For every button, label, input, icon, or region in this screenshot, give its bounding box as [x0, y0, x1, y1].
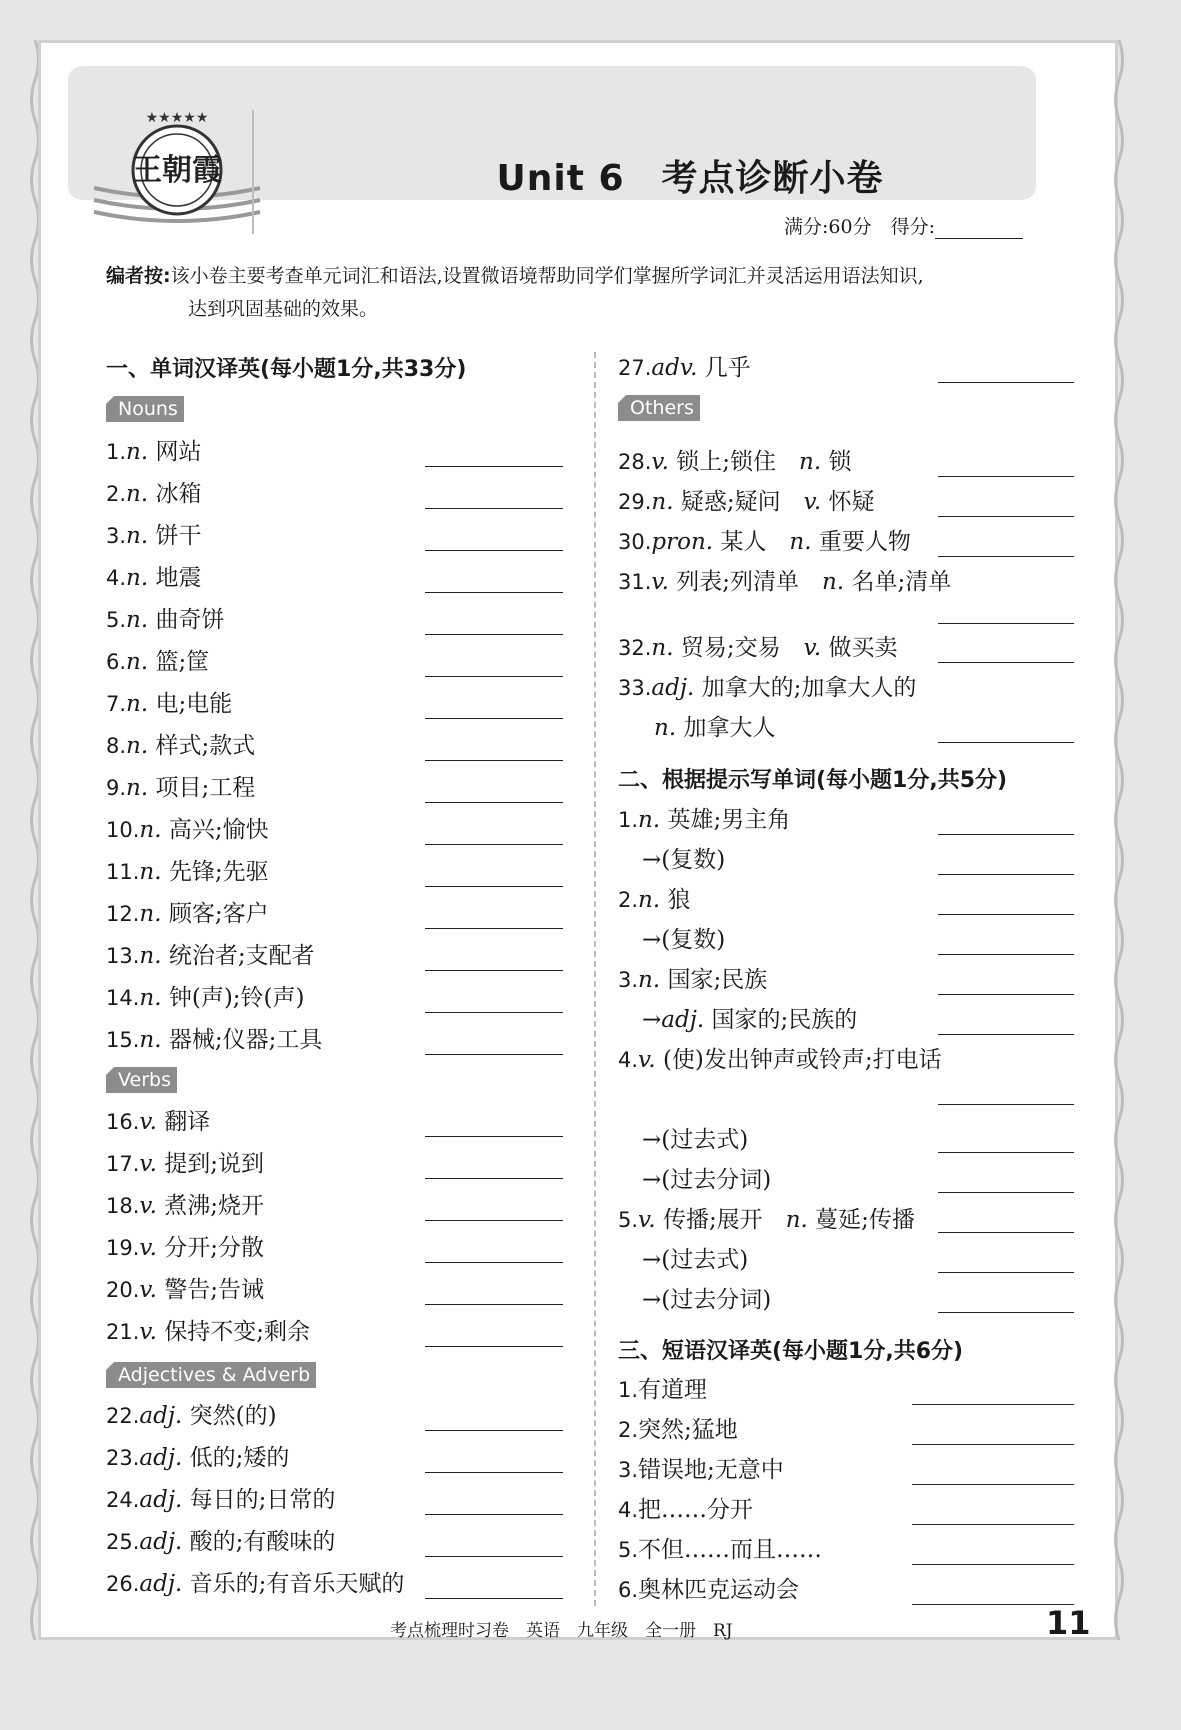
item-text: 做买卖	[828, 635, 898, 661]
part-of-speech: n.	[126, 523, 149, 549]
item-text: 怀疑	[828, 489, 875, 515]
item-number: 29.	[618, 490, 652, 514]
part-of-speech: n.	[822, 569, 845, 595]
column-separator	[594, 352, 596, 1606]
part-of-speech: n.	[126, 691, 149, 717]
item-text: 名单;清单	[851, 569, 952, 595]
answer-blank[interactable]	[425, 1054, 563, 1055]
answer-blank[interactable]	[425, 1136, 563, 1137]
vocab-row	[106, 1106, 210, 1138]
part-of-speech: n.	[139, 985, 162, 1011]
part-of-speech: v.	[803, 489, 822, 515]
item-text: 国家的;民族的	[711, 1007, 858, 1033]
answer-blank[interactable]	[425, 1514, 563, 1515]
vocab-row	[618, 446, 851, 478]
part-of-speech: n.	[126, 439, 149, 465]
item-text: 顾客;客户	[168, 901, 269, 927]
vocab-row	[106, 772, 255, 804]
item-text: 饼干	[155, 523, 202, 549]
item-number: 19.	[106, 1236, 140, 1260]
part-of-speech: v.	[651, 569, 669, 595]
part-of-speech: pron.	[651, 529, 714, 555]
answer-blank[interactable]	[938, 914, 1074, 915]
vocab-row	[106, 814, 269, 846]
answer-blank[interactable]	[425, 802, 563, 803]
item-text: 疑惑;疑问	[680, 489, 804, 515]
phrase-row	[618, 1494, 753, 1526]
item-number: 5.	[106, 608, 127, 632]
page-number: 11	[1046, 1604, 1091, 1642]
hint-row	[642, 924, 725, 956]
answer-blank[interactable]	[425, 1304, 563, 1305]
item-number: 4.	[106, 566, 127, 590]
item-number: 3.	[618, 968, 639, 992]
vocab-row	[106, 1316, 310, 1348]
item-text: 器械;仪器;工具	[168, 1027, 323, 1053]
part-of-speech: n.	[638, 967, 661, 993]
editor-note-line1: 该小卷主要考查单元词汇和语法,设置微语境帮助同学们掌握所学词汇并灵活运用语法知识,	[170, 265, 924, 287]
vocab-row	[618, 526, 911, 558]
part-of-speech: n.	[139, 943, 162, 969]
part-of-speech: adv.	[651, 355, 698, 381]
item-text: 把……分开	[638, 1497, 754, 1523]
answer-blank[interactable]	[425, 466, 563, 467]
item-text: 加拿大的;加拿大人的	[701, 675, 917, 701]
part-of-speech: adj.	[139, 1487, 183, 1513]
editor-note	[106, 260, 1076, 326]
item-number: 9.	[106, 776, 127, 800]
part-of-speech: adj.	[139, 1571, 183, 1597]
item-text: 高兴;愉快	[168, 817, 269, 843]
item-text: 加拿大人	[683, 715, 776, 741]
item-text: 某人	[720, 529, 790, 555]
hint-row	[618, 804, 790, 836]
phrase-row	[618, 1374, 707, 1406]
item-text: 锁上;锁住	[676, 449, 800, 475]
vocab-row	[106, 1400, 277, 1432]
part-of-speech: adj.	[139, 1445, 183, 1471]
answer-blank[interactable]	[425, 1556, 563, 1557]
item-text: 提到;说到	[164, 1151, 265, 1177]
answer-blank[interactable]	[938, 1232, 1074, 1233]
item-number: 4.	[618, 1048, 639, 1072]
vocab-row	[618, 632, 897, 664]
vocab-row	[618, 672, 916, 704]
part-of-speech: n.	[126, 481, 149, 507]
hint-row	[642, 1004, 857, 1036]
item-text: 样式;款式	[155, 733, 256, 759]
vocab-row	[106, 1526, 335, 1558]
item-number: 15.	[106, 1028, 140, 1052]
item-number: 14.	[106, 986, 140, 1010]
answer-blank[interactable]	[425, 928, 563, 929]
part-of-speech: v.	[139, 1319, 157, 1345]
hint-row	[618, 884, 690, 916]
item-text: →(过去分词)	[642, 1287, 772, 1313]
section1-title: 一、单词汉译英(每小题1分,共33分)	[106, 357, 467, 382]
item-text: 冰箱	[155, 481, 202, 507]
part-of-speech: n.	[126, 607, 149, 633]
item-number: 24.	[106, 1488, 140, 1512]
hint-row	[642, 1124, 748, 1156]
item-text: 先锋;先驱	[168, 859, 269, 885]
part-of-speech: n.	[638, 807, 661, 833]
part-of-speech: n.	[139, 859, 162, 885]
part-of-speech: n.	[126, 775, 149, 801]
item-number: 33.	[618, 676, 652, 700]
item-number: 1.	[618, 808, 639, 832]
hint-row	[618, 1204, 915, 1236]
tag-others: Others	[618, 395, 700, 421]
answer-blank[interactable]	[425, 1220, 563, 1221]
vocab-row-continued	[654, 712, 775, 744]
svg-text:王朝霞: 王朝霞	[132, 153, 222, 188]
item-number: 28.	[618, 450, 652, 474]
item-text: 低的;矮的	[189, 1445, 290, 1471]
item-number: 2.	[618, 1418, 639, 1442]
vocab-row	[106, 1442, 289, 1474]
item-text: 锁	[828, 449, 852, 475]
item-text: 网站	[155, 439, 202, 465]
answer-blank[interactable]	[938, 662, 1074, 663]
answer-blank[interactable]	[425, 886, 563, 887]
vocab-row	[106, 1274, 264, 1306]
part-of-speech: n.	[785, 1207, 808, 1233]
item-text: 列表;列清单	[676, 569, 823, 595]
answer-blank[interactable]	[938, 1272, 1074, 1273]
item-text: 几乎	[704, 355, 751, 381]
item-text: 突然(的)	[189, 1403, 277, 1429]
part-of-speech: n.	[651, 489, 674, 515]
hint-row	[618, 964, 767, 996]
tag-adjectives-adverb: Adjectives & Adverb	[106, 1362, 316, 1388]
tag-nouns: Nouns	[106, 396, 184, 422]
answer-blank[interactable]	[425, 1262, 563, 1263]
part-of-speech: adj.	[139, 1403, 183, 1429]
item-number: 6.	[106, 650, 127, 674]
answer-blank[interactable]	[425, 634, 563, 635]
item-text: 蔓延;传播	[815, 1207, 915, 1233]
answer-blank[interactable]	[938, 742, 1074, 743]
part-of-speech: n.	[139, 817, 162, 843]
item-number: 1.	[618, 1378, 639, 1402]
item-number: 21.	[106, 1320, 140, 1344]
answer-blank[interactable]	[425, 1598, 563, 1599]
section3-title: 三、短语汉译英(每小题1分,共6分)	[618, 1339, 964, 1364]
answer-blank[interactable]	[425, 1346, 563, 1347]
part-of-speech: v.	[139, 1235, 157, 1261]
item-number: 32.	[618, 636, 652, 660]
item-text: 分开;分散	[164, 1235, 265, 1261]
item-number: 23.	[106, 1446, 140, 1470]
hint-row	[642, 1164, 771, 1196]
answer-blank[interactable]	[912, 1524, 1074, 1525]
vocab-row	[618, 352, 751, 384]
part-of-speech: n.	[126, 733, 149, 759]
item-text: 突然;猛地	[638, 1417, 738, 1443]
answer-blank[interactable]	[425, 1178, 563, 1179]
item-number: 1.	[106, 440, 127, 464]
answer-blank[interactable]	[912, 1484, 1074, 1485]
answer-blank[interactable]	[425, 550, 563, 551]
vocab-row	[106, 604, 224, 636]
item-text: 统治者;支配者	[168, 943, 315, 969]
item-text: →(复数)	[642, 927, 726, 953]
item-text: →(过去分词)	[642, 1167, 772, 1193]
part-of-speech: adj.	[651, 675, 695, 701]
item-number: 5.	[618, 1208, 639, 1232]
answer-blank[interactable]	[425, 1430, 563, 1431]
item-text: 不但……而且……	[638, 1537, 823, 1563]
item-number: 2.	[106, 482, 127, 506]
item-text: 篮;筐	[155, 649, 210, 675]
item-number: 4.	[618, 1498, 639, 1522]
item-number: 11.	[106, 860, 140, 884]
answer-blank[interactable]	[425, 718, 563, 719]
hint-row	[642, 1244, 748, 1276]
score-label: 满分:60分 得分:	[784, 216, 935, 238]
item-text: 错误地;无意中	[638, 1457, 784, 1483]
answer-blank[interactable]	[938, 1312, 1074, 1313]
item-text: 有道理	[638, 1377, 708, 1403]
answer-blank[interactable]	[938, 382, 1074, 383]
part-of-speech: adj.	[139, 1529, 183, 1555]
page-border-wave-right	[1112, 40, 1126, 1640]
vocab-row	[106, 940, 315, 972]
item-number: 26.	[106, 1572, 140, 1596]
item-text: 煮沸;烧开	[164, 1193, 265, 1219]
item-text: 重要人物	[818, 529, 911, 555]
answer-blank[interactable]	[938, 556, 1074, 557]
vocab-row	[106, 730, 255, 762]
item-text: 翻译	[164, 1109, 211, 1135]
item-number: 2.	[618, 888, 639, 912]
hint-row	[642, 1284, 771, 1316]
vocab-row	[106, 1568, 404, 1600]
part-of-speech: v.	[638, 1047, 656, 1073]
part-of-speech: v.	[638, 1207, 656, 1233]
phrase-row	[618, 1574, 799, 1606]
item-text: →(过去式)	[642, 1247, 749, 1273]
answer-blank[interactable]	[425, 508, 563, 509]
svg-text:★★★★★: ★★★★★	[145, 110, 209, 126]
item-number: 3.	[618, 1458, 639, 1482]
vocab-row	[106, 1148, 264, 1180]
item-text: 奥林匹克运动会	[638, 1577, 800, 1603]
part-of-speech: n.	[789, 529, 812, 555]
part-of-speech: v.	[139, 1193, 157, 1219]
item-number: 22.	[106, 1404, 140, 1428]
phrase-row	[618, 1414, 738, 1446]
item-text: (使)发出钟声或铃声;打电话	[662, 1047, 942, 1073]
item-number: 12.	[106, 902, 140, 926]
answer-blank[interactable]	[425, 1012, 563, 1013]
item-text: 曲奇饼	[155, 607, 225, 633]
answer-blank[interactable]	[938, 834, 1074, 835]
item-number: 8.	[106, 734, 127, 758]
item-text: 每日的;日常的	[189, 1487, 336, 1513]
item-text: 保持不变;剩余	[164, 1319, 311, 1345]
vocab-row	[106, 436, 201, 468]
item-text: 钟(声);铃(声)	[168, 985, 305, 1011]
answer-blank[interactable]	[912, 1444, 1074, 1445]
part-of-speech: n.	[651, 635, 674, 661]
item-text: 项目;工程	[155, 775, 256, 801]
item-text: →(过去式)	[642, 1127, 749, 1153]
vocab-row	[106, 688, 232, 720]
answer-blank[interactable]	[938, 623, 1074, 624]
answer-blank[interactable]	[938, 516, 1074, 517]
hint-row	[618, 1044, 942, 1076]
answer-blank[interactable]	[425, 1472, 563, 1473]
answer-blank[interactable]	[425, 844, 563, 845]
publisher-seal-logo	[92, 110, 262, 230]
item-number: 7.	[106, 692, 127, 716]
footer-text: 考点梳理时习卷 英语 九年级 全一册 RJ	[390, 1621, 733, 1641]
answer-blank[interactable]	[912, 1564, 1074, 1565]
vocab-row	[106, 1190, 264, 1222]
item-number: 17.	[106, 1152, 140, 1176]
vocab-row	[106, 982, 305, 1014]
vocab-row	[106, 478, 201, 510]
answer-blank[interactable]	[938, 1152, 1074, 1153]
answer-blank[interactable]	[425, 970, 563, 971]
item-text: 音乐的;有音乐天赋的	[189, 1571, 405, 1597]
item-text: 地震	[155, 565, 202, 591]
part-of-speech: v.	[139, 1151, 157, 1177]
item-text: 英雄;男主角	[667, 807, 791, 833]
part-of-speech: →adj.	[642, 1007, 705, 1033]
item-text: 贸易;交易	[680, 635, 804, 661]
item-number: 16.	[106, 1110, 140, 1134]
vocab-row	[106, 1484, 335, 1516]
part-of-speech: n.	[126, 649, 149, 675]
item-number: 3.	[106, 524, 127, 548]
item-text: →(复数)	[642, 847, 726, 873]
hint-row	[642, 844, 725, 876]
editor-note-line2: 达到巩固基础的效果。	[188, 298, 379, 320]
vocab-row	[106, 520, 201, 552]
part-of-speech: n.	[654, 715, 677, 741]
vocab-row	[618, 566, 951, 598]
tag-verbs: Verbs	[106, 1067, 177, 1093]
item-number: 10.	[106, 818, 140, 842]
vocab-row	[106, 1024, 322, 1056]
answer-blank[interactable]	[425, 592, 563, 593]
item-text: 传播;展开	[662, 1207, 786, 1233]
part-of-speech: v.	[139, 1109, 157, 1135]
item-number: 18.	[106, 1194, 140, 1218]
part-of-speech: n.	[638, 887, 661, 913]
part-of-speech: v.	[139, 1277, 157, 1303]
answer-blank[interactable]	[938, 476, 1074, 477]
item-number: 5.	[618, 1538, 639, 1562]
item-number: 30.	[618, 530, 652, 554]
item-number: 13.	[106, 944, 140, 968]
answer-blank[interactable]	[425, 760, 563, 761]
phrase-row	[618, 1534, 822, 1566]
item-number: 25.	[106, 1530, 140, 1554]
answer-blank[interactable]	[938, 1192, 1074, 1193]
part-of-speech: n.	[126, 565, 149, 591]
vocab-row	[106, 856, 269, 888]
vocab-row	[106, 562, 201, 594]
vocab-row	[106, 646, 209, 678]
vocab-row	[106, 1232, 264, 1264]
page-title: Unit 6 考点诊断小卷	[496, 158, 884, 199]
answer-blank[interactable]	[938, 994, 1074, 995]
item-number: 6.	[618, 1578, 639, 1602]
item-text: 电;电能	[155, 691, 233, 717]
item-text: 国家;民族	[667, 967, 768, 993]
answer-blank[interactable]	[938, 1104, 1074, 1105]
item-number: 20.	[106, 1278, 140, 1302]
score-blank[interactable]	[935, 220, 1023, 239]
item-text: 警告;告诫	[164, 1277, 265, 1303]
answer-blank[interactable]	[938, 1034, 1074, 1035]
item-number: 31.	[618, 570, 652, 594]
part-of-speech: n.	[799, 449, 822, 475]
score-field	[784, 212, 1023, 239]
part-of-speech: v.	[651, 449, 669, 475]
vocab-row	[106, 898, 269, 930]
section2-title: 二、根据提示写单词(每小题1分,共5分)	[618, 768, 1008, 793]
item-text: 酸的;有酸味的	[189, 1529, 336, 1555]
item-number: 27.	[618, 356, 652, 380]
part-of-speech: v.	[803, 635, 822, 661]
part-of-speech: n.	[139, 1027, 162, 1053]
answer-blank[interactable]	[938, 954, 1074, 955]
part-of-speech: n.	[139, 901, 162, 927]
answer-blank[interactable]	[425, 676, 563, 677]
phrase-row	[618, 1454, 784, 1486]
answer-blank[interactable]	[938, 874, 1074, 875]
editor-note-label: 编者按:	[106, 265, 171, 287]
answer-blank[interactable]	[912, 1404, 1074, 1405]
item-text: 狼	[667, 887, 691, 913]
vocab-row	[618, 486, 874, 518]
